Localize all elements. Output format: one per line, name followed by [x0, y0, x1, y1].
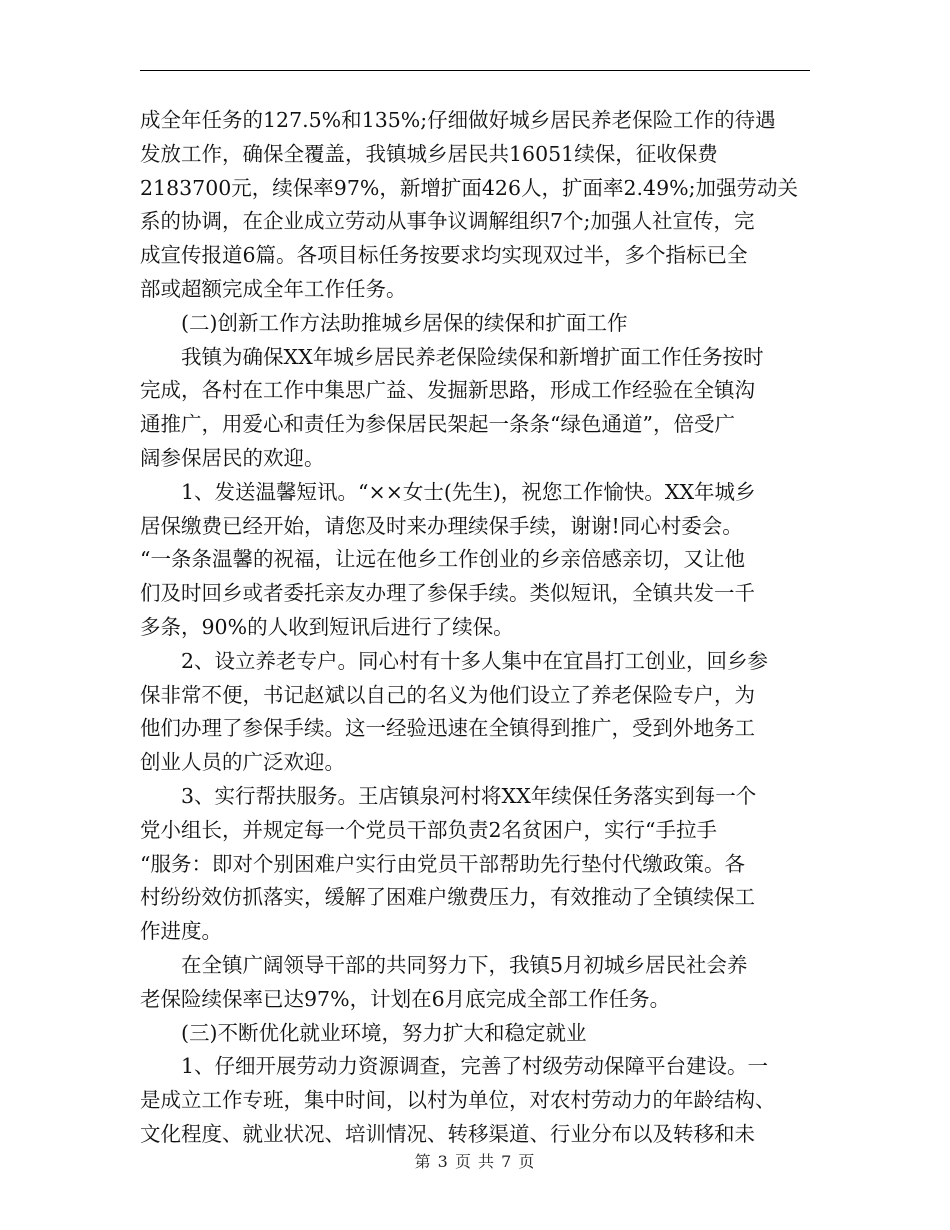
text-line: 我镇为确保XX年城乡居民养老保险续保和新增扩面工作任务按时: [181, 344, 764, 369]
text-line: 完成，各村在工作中集思广益、发掘新思路，形成工作经验在全镇沟: [140, 378, 755, 403]
text-line: 在全镇广阔领导干部的共同努力下，我镇5月初城乡居民社会养: [181, 952, 748, 977]
text-line: 通推广，用爱心和责任为参保居民架起一条条“绿色通道”，倍受广: [140, 412, 735, 437]
text-line: 1、仔细开展劳动力资源调查，完善了村级劳动保障平台建设。一: [181, 1054, 769, 1079]
text-line: 作进度。: [140, 919, 222, 944]
text-line: 成宣传报道6篇。各项目标任务按要求均实现双过半，多个指标已全: [140, 243, 748, 268]
text-line: 2183700元，续保率97%，新增扩面426人，扩面率2.49%;加强劳动关: [140, 175, 799, 200]
text-line: 2、设立养老专户。同心村有十多人集中在宜昌打工创业，回乡参: [181, 648, 769, 673]
text-line: 1、发送温馨短讯。“××女士(先生)，祝您工作愉快。XX年城乡: [181, 479, 756, 504]
text-line: “服务：即对个别困难户实行由党员干部帮助先行垫付代缴政策。各: [140, 851, 745, 876]
text-line: 居保缴费已经开始，请您及时来办理续保手续，谢谢!同心村委会。: [140, 513, 743, 538]
text-line: “一条条温馨的祝福，让远在他乡工作创业的乡亲倍感亲切，又让他: [140, 547, 745, 572]
text-line: 多条，90%的人收到短讯后进行了续保。: [140, 614, 514, 639]
text-line: 创业人员的广泛欢迎。: [140, 750, 345, 775]
text-line: 老保险续保率已达97%，计划在6月底完成全部工作任务。: [140, 986, 671, 1011]
text-line: 是成立工作专班，集中时间，以村为单位，对农村劳动力的年龄结构、: [140, 1088, 776, 1113]
text-line: 党小组长，并规定每一个党员干部负责2名贫困户，实行“手拉手: [140, 817, 718, 842]
text-line: 3、实行帮扶服务。王店镇泉河村将XX年续保任务落实到每一个: [181, 783, 757, 808]
document-body: [140, 104, 812, 1152]
text-line: 阔参保居民的欢迎。: [140, 445, 325, 470]
text-line: 保非常不便，书记赵斌以自己的名义为他们设立了养老保险专户，为: [140, 682, 755, 707]
text-line: 部或超额完成全年工作任务。: [140, 276, 407, 301]
section-heading: (二)创新工作方法助推城乡居保的续保和扩面工作: [181, 310, 628, 335]
text-line: 文化程度、就业状况、培训情况、转移渠道、行业分布以及转移和未: [140, 1121, 755, 1146]
section-heading: (三)不断优化就业环境，努力扩大和稳定就业: [181, 1020, 587, 1045]
text-line: 系的协调，在企业成立劳动从事争议调解组织7个;加强人社宣传，完: [140, 209, 755, 234]
text-line: 们及时回乡或者委托亲友办理了参保手续。类似短讯，全镇共发一千: [140, 581, 755, 606]
text-line: 他们办理了参保手续。这一经验迅速在全镇得到推广，受到外地务工: [140, 716, 755, 741]
text-line: 发放工作，确保全覆盖，我镇城乡居民共16051续保，征收保费: [140, 141, 718, 166]
text-line: 村纷纷效仿抓落实，缓解了困难户缴费压力，有效推动了全镇续保工: [140, 885, 755, 910]
page-number: 第 3 页 共 7 页: [414, 1152, 536, 1171]
header-rule: [140, 70, 810, 71]
text-line: 成全年任务的127.5%和135%;仔细做好城乡居民养老保险工作的待遇: [140, 108, 776, 132]
